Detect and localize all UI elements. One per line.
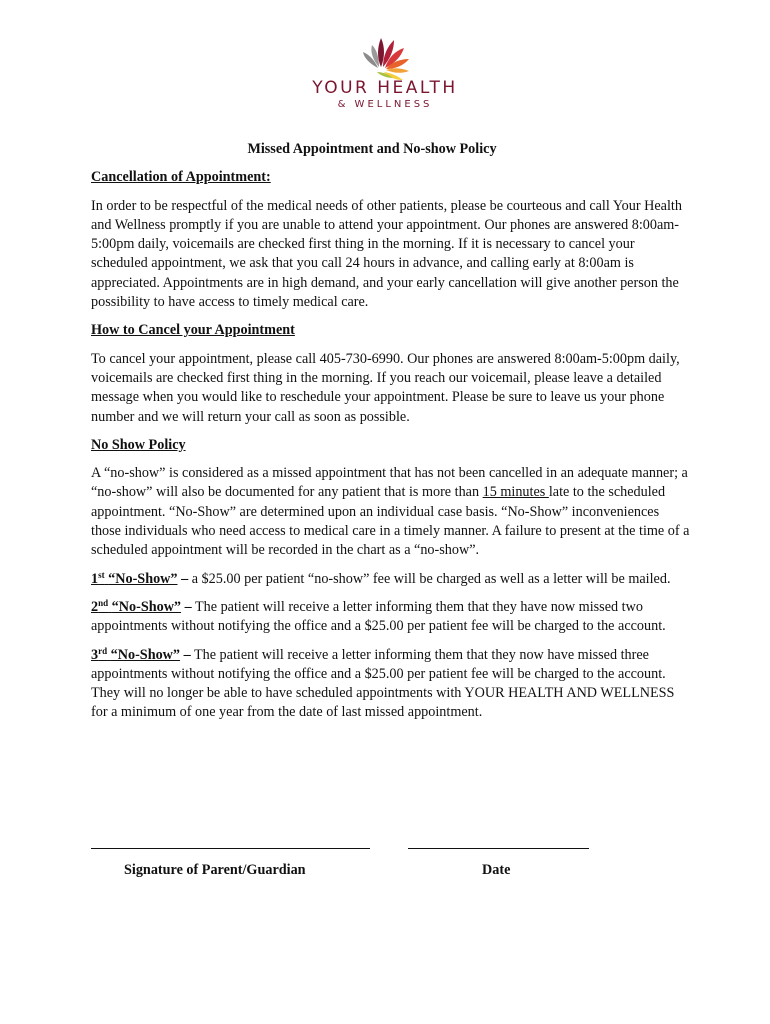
logo-name: YOUR HEALTH bbox=[312, 78, 458, 98]
signature-line[interactable] bbox=[91, 848, 370, 849]
tier-2-text: The patient will receive a letter informing them that they have now missed two appointments without notifying the office and a $25.00 per patient fee will be charged to the account. bbox=[91, 598, 666, 635]
logo-subtitle: & WELLNESS bbox=[337, 99, 433, 110]
date-label: Date bbox=[482, 862, 511, 878]
tier-1-text: a $25.00 per patient “no-show” fee will be charged as well as a letter will be mailed. bbox=[188, 570, 671, 587]
tier-3-text: The patient will receive a letter informing them that they now have missed three appointments without notifying the office and a $25.00 per patient fee will be charged to the account. They will no longer be able to have scheduled appointments with YOUR HEALTH AND WELLNESS for a minimum of one year from the date of last missed appointment. bbox=[91, 646, 675, 721]
no-show-heading: No Show Policy bbox=[91, 436, 186, 453]
how-to-cancel-heading: How to Cancel your Appointment bbox=[91, 322, 295, 339]
cancellation-paragraph: In order to be respectful of the medical needs of other patients, please be courteous and call Your Health and Wellness promptly if you are unable to attend your appointment. Our phones are answered 8:00am-5:00pm daily, voicemails are checked first thing in the morning. If it is necessary to cancel your scheduled appointment, we ask that you call 24 hours in advance, and calling early at 8:00am is appreciated. Appointments are in high demand, and your early cancellation will give another person the possibility to have access to timely medical care. bbox=[91, 197, 682, 311]
tier-1-paragraph bbox=[91, 570, 691, 589]
cancellation-heading: Cancellation of Appointment: bbox=[91, 169, 271, 186]
no-show-paragraph bbox=[91, 464, 691, 560]
lotus-petals-icon bbox=[330, 28, 440, 80]
tier-2-label: 2nd “No-Show” – bbox=[91, 597, 192, 615]
tier-3-paragraph bbox=[91, 646, 691, 723]
tier-2-paragraph bbox=[91, 598, 691, 637]
signature-label: Signature of Parent/Guardian bbox=[124, 862, 306, 878]
logo bbox=[0, 28, 770, 112]
tier-1-label: 1st “No-Show” – bbox=[91, 569, 189, 587]
date-line[interactable] bbox=[408, 848, 589, 849]
tier-3-label: 3rd “No-Show” – bbox=[91, 645, 191, 663]
document-body bbox=[91, 140, 691, 732]
no-show-text-before: A “no-show” is considered as a missed appointment that has not been cancelled in an adequate manner; a “no-show” will also be documented for any patient that is more than bbox=[91, 465, 688, 501]
how-to-cancel-paragraph: To cancel your appointment, please call 405-730-6990. Our phones are answered 8:00am-5:00pm daily, voicemails are checked first thing in the morning. If you reach our voicemail, please leave a detailed message when you would like to reschedule your appointment. Please be sure to leave us your phone number and we will return your call as soon as possible. bbox=[91, 350, 680, 425]
no-show-text-after: late to the scheduled appointment. “No-Show” are determined upon an individual case basis. “No-Show” inconveniences those individuals who need access to medical care in a timely manner. A failure to present at the time of a scheduled appointment will be recorded in the chart as a “no-show”. bbox=[91, 484, 690, 559]
no-show-minutes: 15 minutes bbox=[482, 484, 549, 501]
document-title: Missed Appointment and No-show Policy bbox=[247, 141, 497, 157]
